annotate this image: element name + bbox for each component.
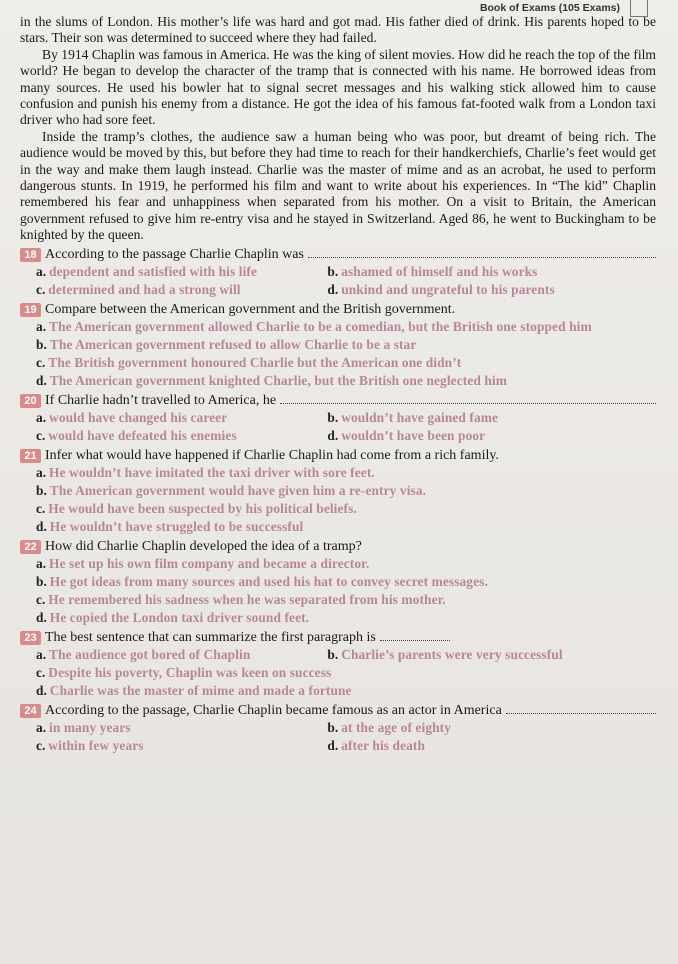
answer-blank: [380, 629, 450, 641]
option-b[interactable]: b. at the age of eighty: [327, 719, 452, 735]
book-title: Book of Exams (105 Exams): [479, 2, 620, 14]
answer-blank: [308, 246, 656, 258]
option-b[interactable]: b. The American government refused to allow Charlie to be a star: [36, 336, 417, 352]
option-d[interactable]: d. He copied the London taxi driver sound feet.: [36, 609, 310, 625]
option-c[interactable]: c. The British government honoured Charlie but the American one didn’t: [36, 354, 462, 370]
option-d[interactable]: d. unkind and ungrateful to his parents: [327, 281, 555, 297]
option-c[interactable]: c. Despite his poverty, Chaplin was keen on success: [36, 664, 332, 680]
option-a[interactable]: a. dependent and satisfied with his life: [36, 263, 257, 279]
question-20: [20, 392, 656, 445]
option-c[interactable]: c. determined and had a strong will: [36, 281, 241, 297]
option-d[interactable]: d. wouldn’t have been poor: [327, 427, 486, 443]
option-a[interactable]: a. would have changed his career: [36, 409, 228, 425]
question-21: [20, 447, 656, 536]
question-stem: Infer what would have happened if Charlie Chaplin had come from a rich family.: [45, 447, 499, 463]
option-b[interactable]: b. He got ideas from many sources and used his hat to convey secret messages.: [36, 573, 488, 589]
option-a[interactable]: a. The American government allowed Charlie to be a comedian, but the British one stopped him: [36, 318, 592, 334]
option-d[interactable]: d. Charlie was the master of mime and made a fortune: [36, 682, 352, 698]
question-stem: According to the passage Charlie Chaplin was: [45, 246, 304, 262]
passage-paragraph-2: By 1914 Chaplin was famous in America. He was the king of silent movies. How did he reach the top of the film world? He began to develop the character of the tramp that is connected with his name. He borrowed ideas from many sources. He used his bowler hat to signal secret messages and his walking stick allowed him to cause confusion and punish his enemy from a distance. He got the idea of his famous fat-footed walk from a London taxi driver who had sore feet.: [20, 46, 656, 128]
question-19: [20, 301, 656, 390]
option-d[interactable]: d. after his death: [327, 737, 426, 753]
question-stem: According to the passage, Charlie Chaplin became famous as an actor in America: [45, 702, 502, 718]
question-number: 20: [20, 394, 41, 408]
question-number: 19: [20, 303, 41, 317]
question-stem: Compare between the American government and the British government.: [45, 301, 456, 317]
option-b[interactable]: b. The American government would have given him a re-entry visa.: [36, 482, 427, 498]
option-a[interactable]: a. He set up his own film company and became a director.: [36, 555, 370, 571]
option-c[interactable]: c. He remembered his sadness when he was separated from his mother.: [36, 591, 446, 607]
reading-passage: [20, 14, 656, 244]
question-stem: If Charlie hadn’t travelled to America, he: [45, 392, 277, 408]
passage-paragraph-1: in the slums of London. His mother’s life was hard and got mad. His father died of drink. His parents hoped to be stars. Their son was determined to succeed where they had failed.: [20, 14, 656, 46]
question-23: [20, 629, 656, 700]
question-number: 21: [20, 449, 41, 463]
question-number: 23: [20, 631, 41, 645]
option-a[interactable]: a. in many years: [36, 719, 131, 735]
question-stem: The best sentence that can summarize the first paragraph is: [45, 629, 376, 645]
question-18: [20, 246, 656, 299]
question-number: 18: [20, 248, 41, 262]
option-d[interactable]: d. He wouldn’t have struggled to be successful: [36, 518, 304, 534]
option-b[interactable]: b. ashamed of himself and his works: [327, 263, 538, 279]
question-number: 24: [20, 704, 41, 718]
option-b[interactable]: b. Charlie’s parents were very successful: [327, 646, 563, 662]
passage-paragraph-3: Inside the tramp’s clothes, the audience saw a human being who was poor, but dreamt of being rich. The audience would be moved by this, but before they had time to reach for their handkerchiefs, Charlie’s feet would get in the way and make them laugh instead. Charlie was the master of mime and as an acrobat, he used to perform dangerous stunts. In 1919, he performed his film and want to write about his experiences. In “The kid” Chaplin remembered his fear and unhappiness when separated from his mother. On a visit to Britain, the American government refused to give him re-entry visa and he stayed in Switzerland. Aged 86, he went to Buckingham to be knighted by the queen.: [20, 128, 656, 243]
option-c[interactable]: c. within few years: [36, 737, 144, 753]
option-c[interactable]: c. He would have been suspected by his political beliefs.: [36, 500, 357, 516]
option-c[interactable]: c. would have defeated his enemies: [36, 427, 237, 443]
option-d[interactable]: d. The American government knighted Charlie, but the British one neglected him: [36, 372, 507, 388]
option-a[interactable]: a. He wouldn’t have imitated the taxi driver with sore feet.: [36, 464, 375, 480]
question-number: 22: [20, 540, 41, 554]
option-a[interactable]: a. The audience got bored of Chaplin: [36, 646, 251, 662]
question-24: [20, 702, 656, 755]
option-b[interactable]: b. wouldn’t have gained fame: [327, 409, 499, 425]
question-22: [20, 538, 656, 627]
answer-blank: [506, 702, 656, 714]
corner-box: [630, 0, 648, 17]
question-stem: How did Charlie Chaplin developed the idea of a tramp?: [45, 538, 362, 554]
answer-blank: [280, 392, 656, 404]
